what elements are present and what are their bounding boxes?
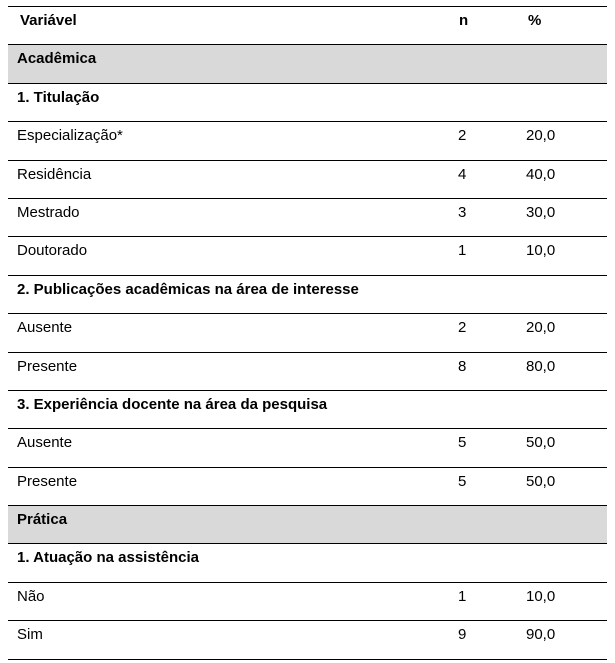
table-row-section-academica: [8, 45, 607, 83]
row-label: Doutorado: [17, 242, 88, 260]
row-label: Prática: [17, 511, 68, 529]
row-n: 9: [458, 626, 467, 644]
table-row: [8, 621, 607, 659]
row-label: Ausente: [17, 434, 73, 452]
column-header-n: n: [459, 12, 469, 29]
row-n: 1: [458, 587, 467, 605]
row-n: 5: [458, 472, 467, 490]
table-row-section-pratica: [8, 506, 607, 544]
row-percent: 30,0: [526, 203, 556, 221]
row-label: Não: [17, 587, 45, 605]
row-label: 1. Atuação na assistência: [17, 549, 200, 567]
table-row: [8, 314, 607, 352]
table-row: [8, 122, 607, 160]
row-n: 8: [458, 357, 467, 375]
row-percent: 40,0: [526, 165, 556, 183]
table-row-group-publicacoes: [8, 276, 607, 314]
row-label: Ausente: [17, 319, 73, 337]
row-percent: 10,0: [526, 587, 556, 605]
data-table: [8, 6, 607, 660]
table-row: [8, 468, 607, 506]
column-header-variable: Variável: [20, 12, 77, 29]
table-row: [8, 237, 607, 275]
row-label: Presente: [17, 472, 78, 490]
row-label: Sim: [17, 626, 43, 644]
row-n: 4: [458, 165, 467, 183]
row-label: Mestrado: [17, 203, 80, 221]
row-n: 2: [458, 319, 467, 337]
table-row: [8, 353, 607, 391]
row-label: Residência: [17, 165, 92, 183]
table-row: [8, 429, 607, 467]
table-header-row: [8, 7, 607, 45]
row-percent: 10,0: [526, 242, 556, 260]
row-percent: 90,0: [526, 626, 556, 644]
table-row-group-atuacao: [8, 544, 607, 582]
row-percent: 80,0: [526, 357, 556, 375]
row-percent: 20,0: [526, 127, 556, 145]
row-percent: 50,0: [526, 472, 556, 490]
table-row: [8, 161, 607, 199]
row-n: 2: [458, 127, 467, 145]
row-n: 1: [458, 242, 467, 260]
row-label: 3. Experiência docente na área da pesquisa: [17, 395, 328, 413]
row-label: 2. Publicações acadêmicas na área de interesse: [17, 280, 359, 298]
row-label: Presente: [17, 357, 78, 375]
row-label: Especialização*: [17, 127, 123, 145]
row-n: 5: [458, 434, 467, 452]
table-row-group-experiencia: [8, 391, 607, 429]
table-row: [8, 199, 607, 237]
table-row: [8, 583, 607, 621]
table-row-group-titulacao: [8, 84, 607, 122]
row-percent: 20,0: [526, 319, 556, 337]
row-percent: 50,0: [526, 434, 556, 452]
row-label: Acadêmica: [17, 50, 97, 68]
row-label: 1. Titulação: [17, 88, 100, 106]
row-n: 3: [458, 203, 467, 221]
column-header-percent: %: [528, 12, 542, 29]
